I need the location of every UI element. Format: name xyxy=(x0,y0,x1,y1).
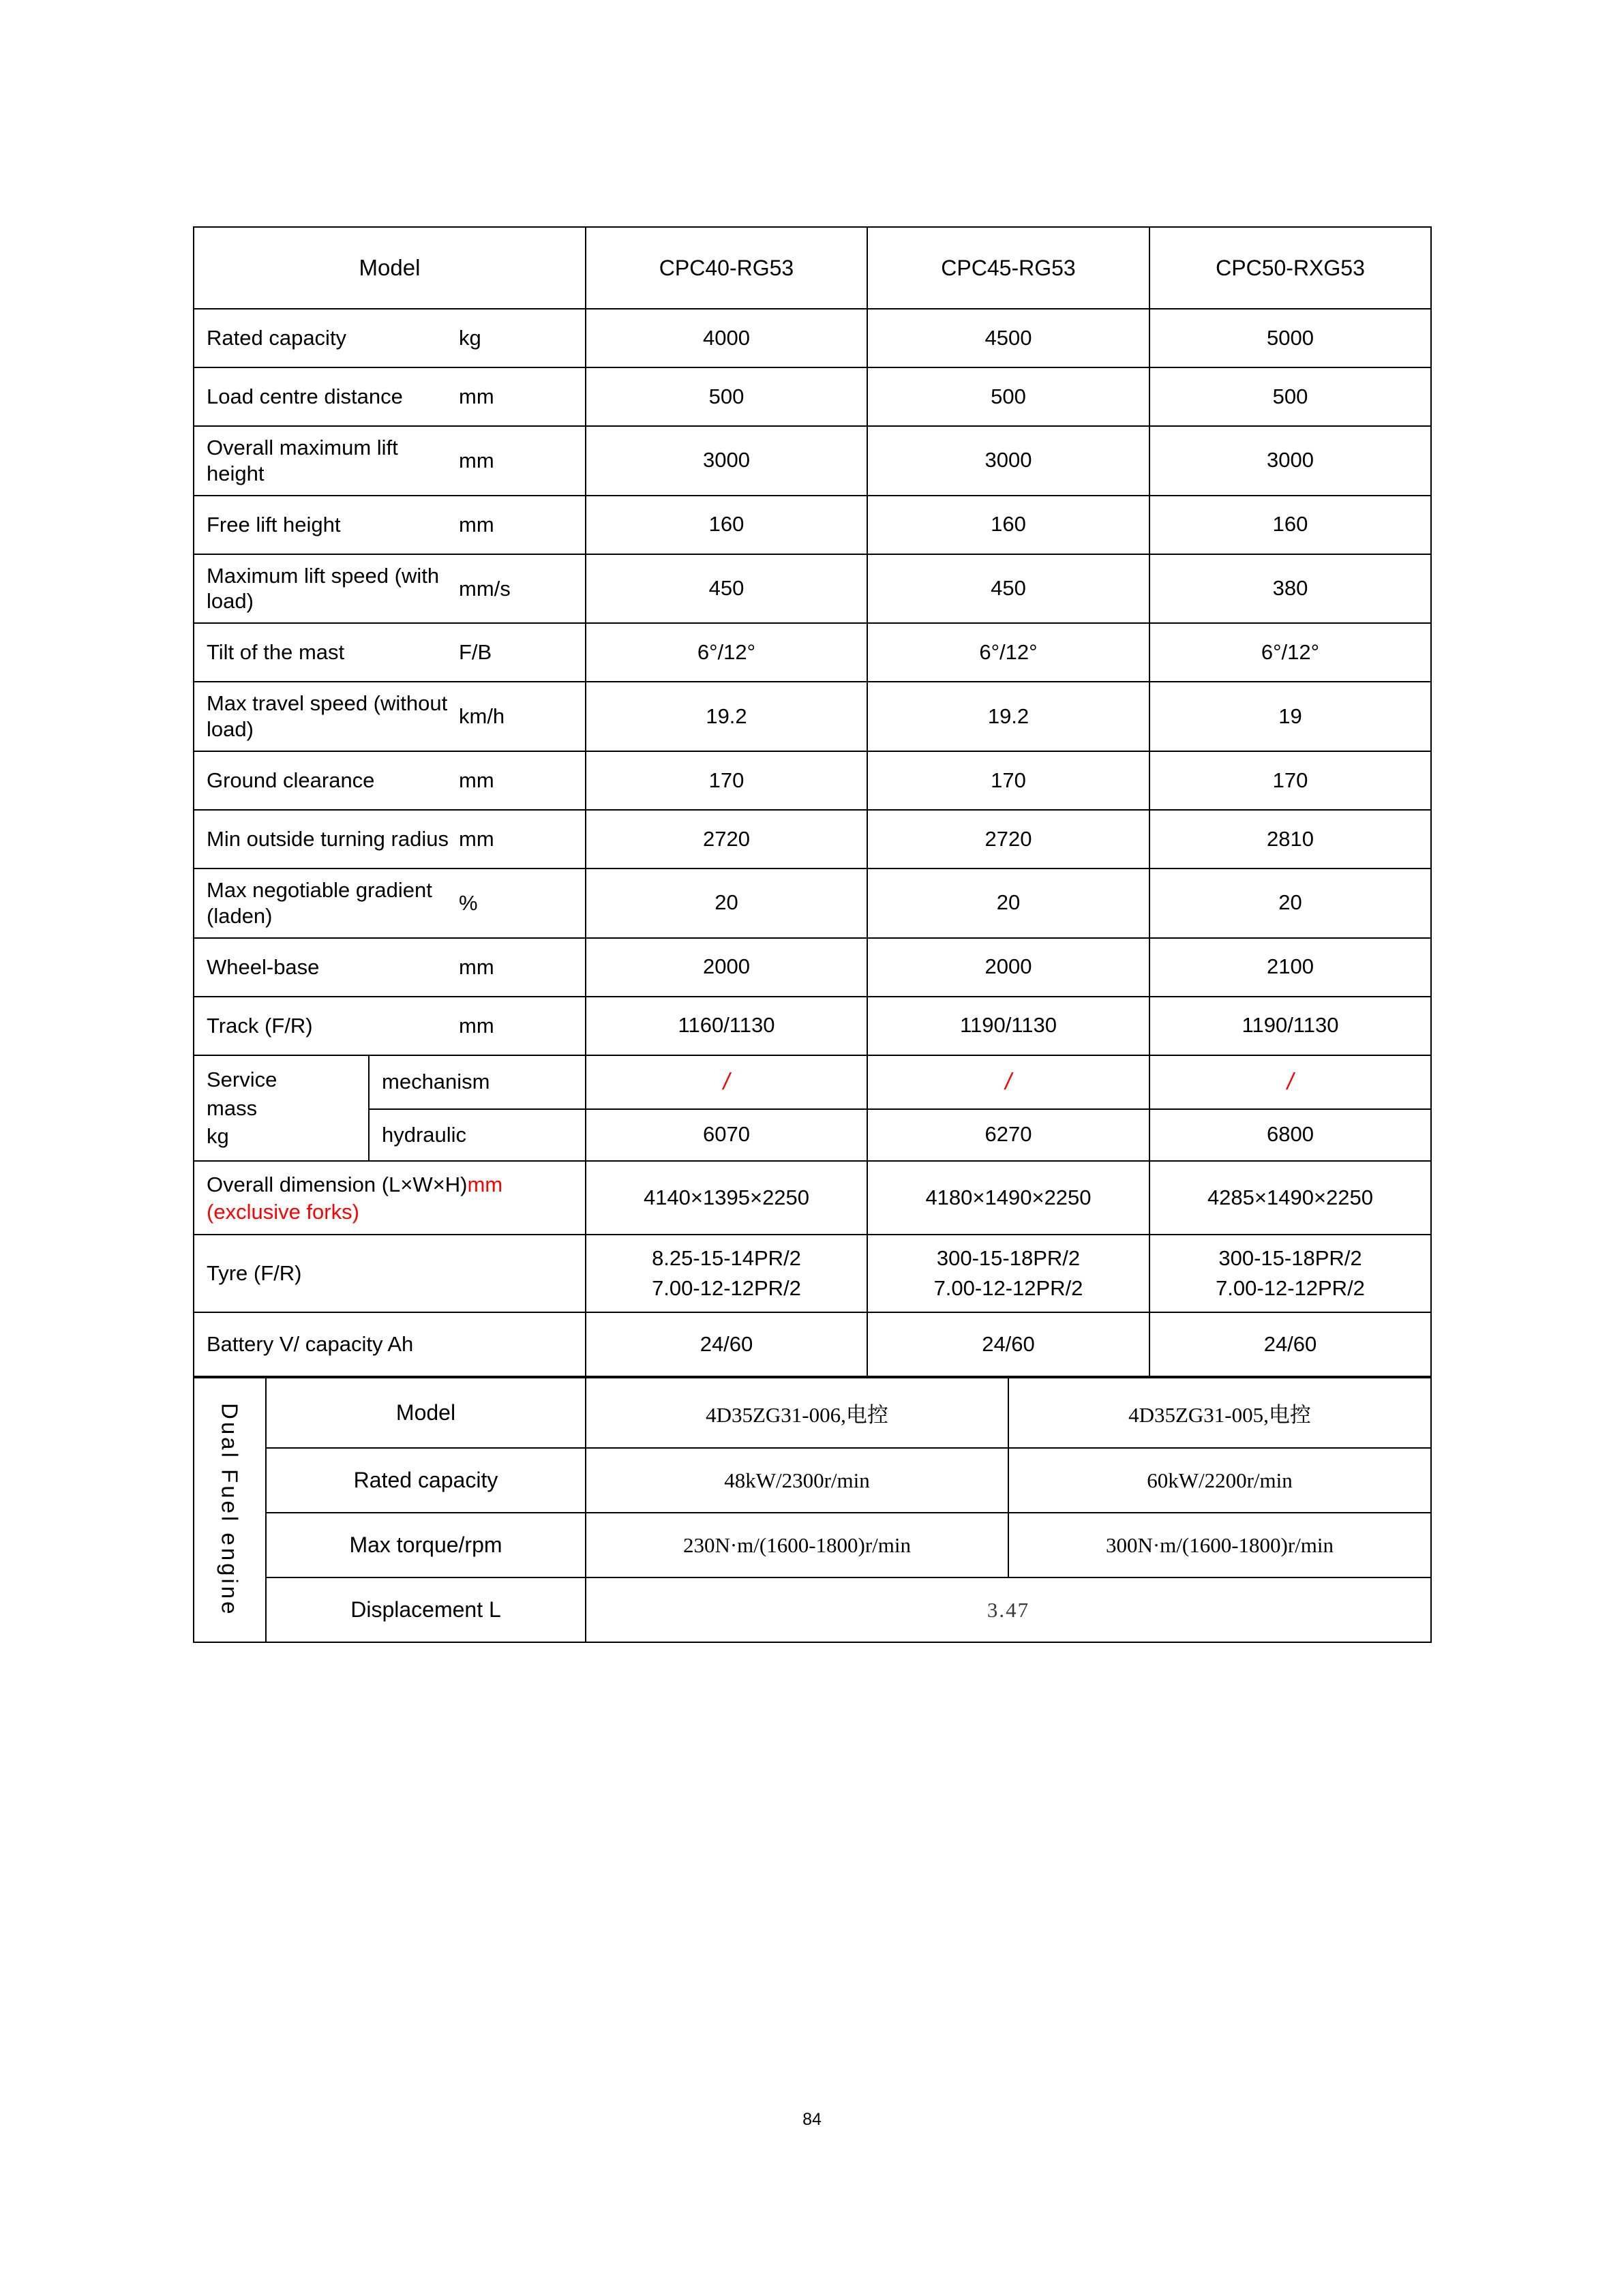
row-value xyxy=(1149,938,1431,997)
row-value xyxy=(586,554,867,624)
service-mass-sub-label xyxy=(369,1109,586,1161)
value-text: 4500 xyxy=(984,325,1032,350)
engine-value-text: 300N·m/(1600-1800)r/min xyxy=(1105,1532,1334,1557)
engine-label-text: Displacement L xyxy=(350,1597,501,1622)
row-value xyxy=(1149,682,1431,751)
row-value xyxy=(1149,997,1431,1055)
spec-unit: mm xyxy=(459,448,494,472)
value-text: 500 xyxy=(991,384,1026,408)
tyre-front: 8.25-15-14PR/2 xyxy=(652,1246,801,1271)
spec-name: Max travel speed (without load) xyxy=(207,691,448,742)
row-value xyxy=(1149,1109,1431,1161)
tyre-rear: 7.00-12-12PR/2 xyxy=(652,1276,801,1301)
battery-label-cell xyxy=(194,1312,586,1376)
row-value xyxy=(586,868,867,938)
row-value xyxy=(586,810,867,868)
value-text: 160 xyxy=(708,512,745,537)
row-value xyxy=(586,938,867,997)
table-row xyxy=(194,623,1431,682)
table-row xyxy=(194,810,1431,868)
value-text: 450 xyxy=(708,576,745,601)
tyre-label-cell xyxy=(194,1235,586,1312)
engine-value-text: 48kW/2300r/min xyxy=(724,1468,870,1492)
engine-value-right xyxy=(1008,1448,1431,1513)
engine-model-row xyxy=(194,1378,1431,1448)
row-value xyxy=(586,1312,867,1376)
engine-value-text: 4D35ZG31-006,电控 xyxy=(706,1403,888,1427)
table-row xyxy=(194,938,1431,997)
value-text: 1160/1130 xyxy=(678,1013,775,1038)
spec-unit: mm/s xyxy=(459,576,511,601)
spec-name: Min outside turning radius xyxy=(207,826,449,851)
row-value xyxy=(586,367,867,426)
value-text: 2720 xyxy=(984,826,1032,851)
header-col-2 xyxy=(867,227,1149,309)
tyre-value-cell xyxy=(868,1235,1149,1312)
spec-name: Max negotiable gradient (laden) xyxy=(207,877,432,928)
page-number: 84 xyxy=(802,2110,822,2129)
row-value xyxy=(1149,309,1431,367)
table-row xyxy=(194,496,1431,554)
engine-label-text: Rated capacity xyxy=(353,1468,498,1492)
engine-max-torque-row xyxy=(194,1513,1431,1577)
row-value xyxy=(1149,1055,1431,1109)
overall-dimension-label-black: Overall dimension (L×W×H) xyxy=(207,1172,468,1196)
value-text: 450 xyxy=(991,576,1026,601)
mechanism-value: / xyxy=(723,1069,730,1096)
spec-name: Wheel-base xyxy=(207,954,320,979)
value-text: 160 xyxy=(1272,512,1308,537)
spec-unit: mm xyxy=(459,1013,494,1038)
spec-unit: mm xyxy=(459,954,494,979)
engine-row-label xyxy=(266,1378,586,1448)
spec-name: Free lift height xyxy=(207,512,341,537)
value-text: 24/60 xyxy=(982,1331,1035,1356)
service-mass-mechanism-row xyxy=(194,1055,1431,1109)
tyre-rear: 7.00-12-12PR/2 xyxy=(1216,1276,1365,1301)
row-label-cell xyxy=(194,997,586,1055)
mechanism-label: mechanism xyxy=(382,1070,490,1094)
row-label-cell xyxy=(194,367,586,426)
engine-value-text: 60kW/2200r/min xyxy=(1147,1468,1293,1492)
row-label-cell xyxy=(194,938,586,997)
engine-section-label-cell xyxy=(194,1378,266,1642)
value-text: 4140×1395×2250 xyxy=(643,1185,810,1210)
table-row xyxy=(194,367,1431,426)
value-text: 6°/12° xyxy=(697,639,756,664)
spec-unit: % xyxy=(459,890,478,915)
value-text: 2720 xyxy=(703,826,750,851)
value-text: 2100 xyxy=(1267,954,1314,979)
value-text: 24/60 xyxy=(1263,1331,1317,1356)
spec-name: Rated capacity xyxy=(207,326,347,350)
row-value xyxy=(586,623,867,682)
row-value xyxy=(867,367,1149,426)
engine-value-text: 230N·m/(1600-1800)r/min xyxy=(682,1532,912,1557)
engine-value-right xyxy=(1008,1378,1431,1448)
row-label-cell xyxy=(194,309,586,367)
row-value xyxy=(1149,426,1431,496)
engine-value-left xyxy=(586,1513,1008,1577)
value-text: 4000 xyxy=(703,325,750,350)
spec-unit: mm xyxy=(459,384,494,409)
row-value xyxy=(586,682,867,751)
value-text: 160 xyxy=(991,512,1026,537)
value-text: 380 xyxy=(1272,576,1308,601)
engine-value-left xyxy=(586,1378,1008,1448)
row-label-cell xyxy=(194,682,586,751)
tyre-label: Tyre (F/R) xyxy=(207,1261,302,1286)
engine-value-span xyxy=(586,1577,1431,1642)
spec-unit: mm xyxy=(459,826,494,851)
value-text: 6°/12° xyxy=(979,639,1038,664)
value-text: 170 xyxy=(708,768,745,792)
engine-label-text: Max torque/rpm xyxy=(349,1532,502,1557)
service-mass-label xyxy=(194,1056,368,1160)
value-text: 3000 xyxy=(703,448,750,472)
model-name-cpc40: CPC40-RG53 xyxy=(659,255,794,280)
value-text: 19.2 xyxy=(987,704,1029,728)
spec-name: Tilt of the mast xyxy=(207,640,345,665)
row-value xyxy=(1149,496,1431,554)
row-value xyxy=(867,554,1149,624)
row-value xyxy=(867,751,1149,810)
spec-unit: F/B xyxy=(459,640,492,665)
hydraulic-value: 6800 xyxy=(1267,1122,1314,1147)
row-value xyxy=(867,682,1149,751)
spec-name: Ground clearance xyxy=(207,768,375,792)
row-value xyxy=(867,309,1149,367)
value-text: 3000 xyxy=(984,448,1032,472)
row-value xyxy=(867,997,1149,1055)
engine-value-text: 4D35ZG31-005,电控 xyxy=(1128,1403,1311,1427)
value-text: 500 xyxy=(708,384,745,408)
tyre-value-cell xyxy=(1150,1235,1430,1312)
value-text: 170 xyxy=(1272,768,1308,792)
value-text: 170 xyxy=(991,768,1026,792)
row-label-cell xyxy=(194,810,586,868)
value-text: 6°/12° xyxy=(1261,639,1320,664)
row-value xyxy=(867,938,1149,997)
row-label-cell xyxy=(194,426,586,496)
row-value xyxy=(1149,751,1431,810)
service-mass-hydraulic-row xyxy=(194,1109,1431,1161)
mechanism-value: / xyxy=(1287,1069,1294,1096)
table-row xyxy=(194,309,1431,367)
row-label-cell xyxy=(194,623,586,682)
spec-unit: km/h xyxy=(459,704,505,729)
hydraulic-value: 6270 xyxy=(984,1122,1032,1147)
value-text: 24/60 xyxy=(700,1331,753,1356)
row-value xyxy=(1149,1235,1431,1312)
row-label-cell xyxy=(194,554,586,624)
row-value xyxy=(867,426,1149,496)
model-name-cpc50: CPC50-RXG53 xyxy=(1216,255,1365,280)
spec-unit: mm xyxy=(459,512,494,537)
hydraulic-label: hydraulic xyxy=(382,1122,467,1147)
spec-name: Maximum lift speed (with load) xyxy=(207,563,440,614)
battery-row xyxy=(194,1312,1431,1376)
engine-value-left xyxy=(586,1448,1008,1513)
value-text: 2810 xyxy=(1267,826,1314,851)
header-col-1 xyxy=(586,227,867,309)
row-value xyxy=(1149,1312,1431,1376)
service-mass-sub-label xyxy=(369,1055,586,1109)
engine-displacement-row xyxy=(194,1577,1431,1642)
engine-rated-capacity-row xyxy=(194,1448,1431,1513)
header-model-label: Model xyxy=(359,255,421,280)
engine-row-label xyxy=(266,1448,586,1513)
hydraulic-value: 6070 xyxy=(703,1122,750,1147)
value-text: 4180×1490×2250 xyxy=(925,1185,1092,1210)
value-text: 5000 xyxy=(1267,325,1314,350)
row-value xyxy=(1149,554,1431,624)
service-mass-line1: Service xyxy=(207,1068,277,1091)
value-text: 500 xyxy=(1272,384,1308,408)
tyre-rear: 7.00-12-12PR/2 xyxy=(933,1276,1083,1301)
row-value xyxy=(867,868,1149,938)
value-text: 1190/1130 xyxy=(960,1013,1057,1038)
table-header-row xyxy=(194,227,1431,309)
row-label-cell xyxy=(194,868,586,938)
table-row xyxy=(194,751,1431,810)
row-value xyxy=(586,1235,867,1312)
value-text: 19 xyxy=(1278,704,1302,728)
row-value xyxy=(586,496,867,554)
service-mass-label-cell xyxy=(194,1055,369,1161)
row-value xyxy=(586,751,867,810)
overall-dimension-label-red: mm (exclusive forks) xyxy=(207,1172,503,1224)
spec-name: Track (F/R) xyxy=(207,1013,313,1038)
battery-label: Battery V/ capacity Ah xyxy=(207,1332,414,1357)
row-value xyxy=(586,997,867,1055)
engine-row-label xyxy=(266,1577,586,1642)
spec-name: Load centre distance xyxy=(207,384,403,409)
row-value xyxy=(867,1235,1149,1312)
engine-value-text: 3.47 xyxy=(987,1597,1030,1622)
value-text: 1190/1130 xyxy=(1242,1013,1339,1038)
engine-section-label: Dual Fuel engine xyxy=(217,1403,243,1617)
service-mass-line3: kg xyxy=(207,1124,229,1149)
tyre-front: 300-15-18PR/2 xyxy=(936,1246,1081,1271)
overall-dimension-label xyxy=(194,1163,585,1235)
row-value xyxy=(867,623,1149,682)
service-mass-values-table xyxy=(193,1055,1432,1162)
row-value xyxy=(867,1055,1149,1109)
row-value xyxy=(1149,623,1431,682)
row-value xyxy=(867,810,1149,868)
header-label-cell xyxy=(194,227,586,309)
row-value xyxy=(586,1055,867,1109)
row-value xyxy=(867,1109,1149,1161)
table-row xyxy=(194,426,1431,496)
spec-name: Overall maximum lift height xyxy=(207,436,398,485)
table-row xyxy=(194,868,1431,938)
tyre-row xyxy=(194,1235,1431,1312)
value-text: 2000 xyxy=(984,954,1032,979)
row-value xyxy=(1149,367,1431,426)
row-value xyxy=(1149,810,1431,868)
row-value xyxy=(867,1312,1149,1376)
specification-table xyxy=(193,226,1432,1377)
table-row xyxy=(194,554,1431,624)
row-label-cell xyxy=(194,751,586,810)
engine-value-right xyxy=(1008,1513,1431,1577)
row-value xyxy=(586,309,867,367)
table-row xyxy=(194,682,1431,751)
value-text: 2000 xyxy=(703,954,750,979)
mechanism-value: / xyxy=(1005,1069,1012,1096)
row-value xyxy=(867,496,1149,554)
table-row xyxy=(194,997,1431,1055)
value-text: 19.2 xyxy=(706,704,747,728)
value-text: 20 xyxy=(715,890,738,915)
dual-fuel-engine-table xyxy=(193,1377,1432,1643)
model-name-cpc45: CPC45-RG53 xyxy=(941,255,1076,280)
value-text: 3000 xyxy=(1267,448,1314,472)
row-label-cell xyxy=(194,496,586,554)
engine-row-label xyxy=(266,1513,586,1577)
tyre-value-cell xyxy=(586,1235,867,1312)
row-value xyxy=(1149,868,1431,938)
service-mass-line2: mass xyxy=(207,1096,258,1120)
value-text: 20 xyxy=(1278,890,1302,915)
value-text: 20 xyxy=(996,890,1021,915)
spec-unit: mm xyxy=(459,768,494,792)
value-text: 4285×1490×2250 xyxy=(1207,1185,1374,1210)
tyre-front: 300-15-18PR/2 xyxy=(1218,1246,1362,1271)
spec-unit: kg xyxy=(459,326,481,350)
engine-label-text: Model xyxy=(395,1400,456,1425)
row-value xyxy=(586,1109,867,1161)
header-col-3 xyxy=(1149,227,1431,309)
row-value xyxy=(586,426,867,496)
